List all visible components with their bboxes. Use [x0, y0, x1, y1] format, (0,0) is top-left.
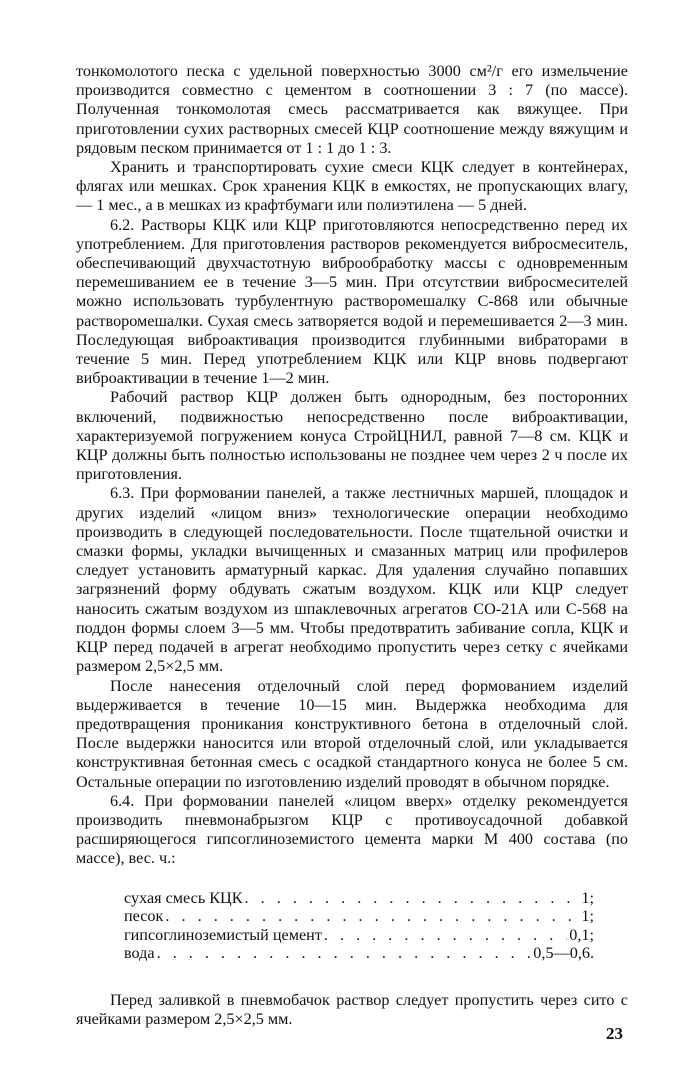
- recipe-item-name: гипсоглиноземистый цемент: [124, 925, 322, 944]
- paragraph-5: 6.3. При формовании панелей, а также лестничных маршей, площадок и других изделий «лицом вниз» технологические операции необходимо производить в следующей последовательности. После тщательной очистки и смазки формы, укладки вычищенных и смазанных матриц или профилеров следует установить арматурный каркас. Для удаления случайно попавших загрязнений форму обдувать сжатым воздухом. КЦК или КЦР следует наносить сжатым воздухом из шпаклевочных агрегатов СО-21А или С-568 на поддон формы слоем 3—5 мм. Чтобы предотвратить забивание сопла, КЦК и КЦР перед подачей в агрегат необходимо пропустить через сетку с ячейками размером 2,5×2,5 мм.: [76, 484, 628, 676]
- recipe-item-name: сухая смесь КЦК: [124, 888, 243, 907]
- paragraph-4: Рабочий раствор КЦР должен быть однородным, без посторонних включений, подвижностью непосредственно после виброактивации, характеризуемой погружением конуса СтройЦНИЛ, равной 7—8 см. КЦК и КЦР должны быть полностью использованы не позднее чем через 2 ч после их приготовления.: [76, 388, 628, 484]
- page-body: [76, 62, 628, 1029]
- closing-paragraph: Перед заливкой в пневмобачок раствор следует пропустить через сито с ячейками размером 2,5×2,5 мм.: [76, 990, 628, 1028]
- recipe-item-value: 1;: [581, 888, 594, 907]
- recipe-item-value: 1;: [581, 907, 594, 926]
- leader-dots: [165, 907, 579, 926]
- recipe-item-name: вода: [124, 944, 155, 963]
- recipe-list: [124, 889, 594, 963]
- leader-dots: [157, 944, 532, 963]
- paragraph-2: Хранить и транспортировать сухие смеси КЦК следует в контейнерах, флягах или мешках. Срок хранения КЦК в емкостях, не пропускающих влагу, — 1 мес., а в мешках из крафтбумаги или полиэтилена — 5 дней.: [76, 158, 628, 215]
- recipe-row: [124, 944, 594, 963]
- paragraph-6: После нанесения отделочный слой перед формованием изделий выдерживается в течение 10—15 мин. Выдержка необходима для предотвращения проникания конструктивного бетона в отделочный слой. После выдержки наносится или второй отделочный слой, или укладывается конструктивная бетонная смесь с осадкой стандартного конуса не более 5 см. Остальные операции по изготовлению изделий проводят в обычном порядке.: [76, 676, 628, 791]
- recipe-row: [124, 926, 594, 945]
- paragraph-3: 6.2. Растворы КЦК или КЦР приготовляются непосредственно перед их употреблением. Для приготовления растворов рекомендуется вибросмеситель, обеспечивающий двухчастотную виброобработку массы с одновременным перемешиванием ее в течение 3—5 мин. При отсутствии вибросмесителей можно использовать турбулентную растворомешалку С-868 или обычные растворомешалки. Сухая смесь затворяется водой и перемешивается 2—3 мин. Последующая виброактивация производится глубинными вибраторами в течение 5 мин. Перед употреблением КЦК или КЦР вновь подвергают виброактивации в течение 1—2 мин.: [76, 215, 628, 388]
- recipe-row: [124, 889, 594, 908]
- paragraph-1: тонкомолотого песка с удельной поверхностью 3000 см²/г его измельчение производится совместно с цементом в соотношении 3 : 7 (по массе). Полученная тонкомолотая смесь рассматривается как вяжущее. При приготовлении сухих растворных смесей КЦР соотношение между вяжущим и рядовым песком принимается от 1 : 1 до 1 : 3.: [76, 62, 628, 157]
- leader-dots: [245, 889, 580, 908]
- paragraph-7: 6.4. При формовании панелей «лицом вверх» отделку рекомендуется производить пневмонабрызгом КЦР с противоусадочной добавкой расширяющегося гипсоглиноземистого цемента марки М 400 состава (по массе), вес. ч.:: [76, 791, 628, 868]
- recipe-item-name: песок: [124, 907, 164, 926]
- recipe-item-value: 0,5—0,6.: [533, 944, 594, 963]
- leader-dots: [324, 926, 567, 945]
- recipe-item-value: 0,1;: [569, 925, 594, 944]
- recipe-row: [124, 907, 594, 926]
- page-number: 23: [606, 1024, 623, 1043]
